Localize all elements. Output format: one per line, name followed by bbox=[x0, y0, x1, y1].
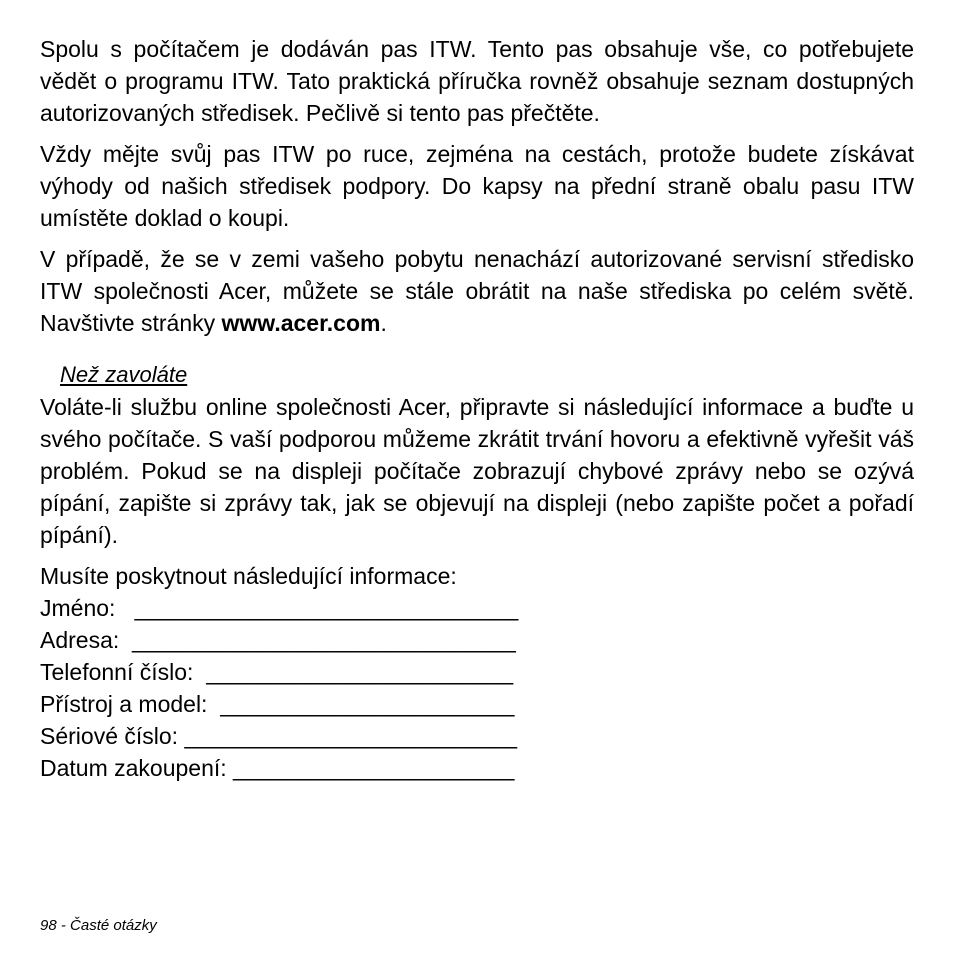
form-row-device-model: Přístroj a model: _______________________ bbox=[40, 691, 515, 717]
paragraph-itw-passport: Spolu s počítačem je dodáván pas ITW. Tento pas obsahuje vše, co potřebujete vědět o programu ITW. Tato praktická příručka rovněž obsahuje seznam dostupných autorizovaných středisek. Pečlivě si tento pas přečtěte. bbox=[40, 36, 914, 126]
acer-website-link: www.acer.com bbox=[221, 310, 381, 336]
page-footer: 98 - Časté otázky bbox=[40, 917, 157, 934]
paragraph-service-centers bbox=[40, 243, 914, 339]
form-row-purchase-date: Datum zakoupení: ______________________ bbox=[40, 755, 515, 781]
service-centers-text: V případě, že se v zemi vašeho pobytu nenachází autorizované servisní středisko ITW společnosti Acer, můžete se stále obrátit na naše střediska po celém světě. Navštivte stránky bbox=[40, 246, 914, 336]
paragraph-keep-passport: Vždy mějte svůj pas ITW po ruce, zejména na cestách, protože budete získávat výhody od našich středisek podpory. Do kapsy na přední straně obalu pasu ITW umístěte doklad o koupi. bbox=[40, 141, 914, 231]
paragraph-before-calling: Voláte-li službu online společnosti Acer, připravte si následující informace a buďte u svého počítače. S vaší podporou můžeme zkrátit trvání hovoru a efektivně vyřešit váš problém. Pokud se na displeji počítače zobrazují chybové zprávy nebo se ozývá pípání, zapište si zprávy tak, jak se objevují na displeji (nebo zapište počet a pořadí pípání). bbox=[40, 394, 914, 548]
form-row-serial-number: Sériové číslo: __________________________ bbox=[40, 723, 518, 749]
form-row-address: Adresa: ______________________________ bbox=[40, 627, 516, 653]
service-centers-period: . bbox=[380, 310, 387, 336]
form-intro: Musíte poskytnout následující informace: bbox=[40, 563, 457, 589]
form-row-name: Jméno: ______________________________ bbox=[40, 595, 519, 621]
section-heading: Než zavoláte bbox=[60, 362, 188, 387]
document-page bbox=[40, 33, 914, 784]
info-form bbox=[40, 592, 914, 784]
form-row-phone: Telefonní číslo: ________________________ bbox=[40, 659, 514, 685]
